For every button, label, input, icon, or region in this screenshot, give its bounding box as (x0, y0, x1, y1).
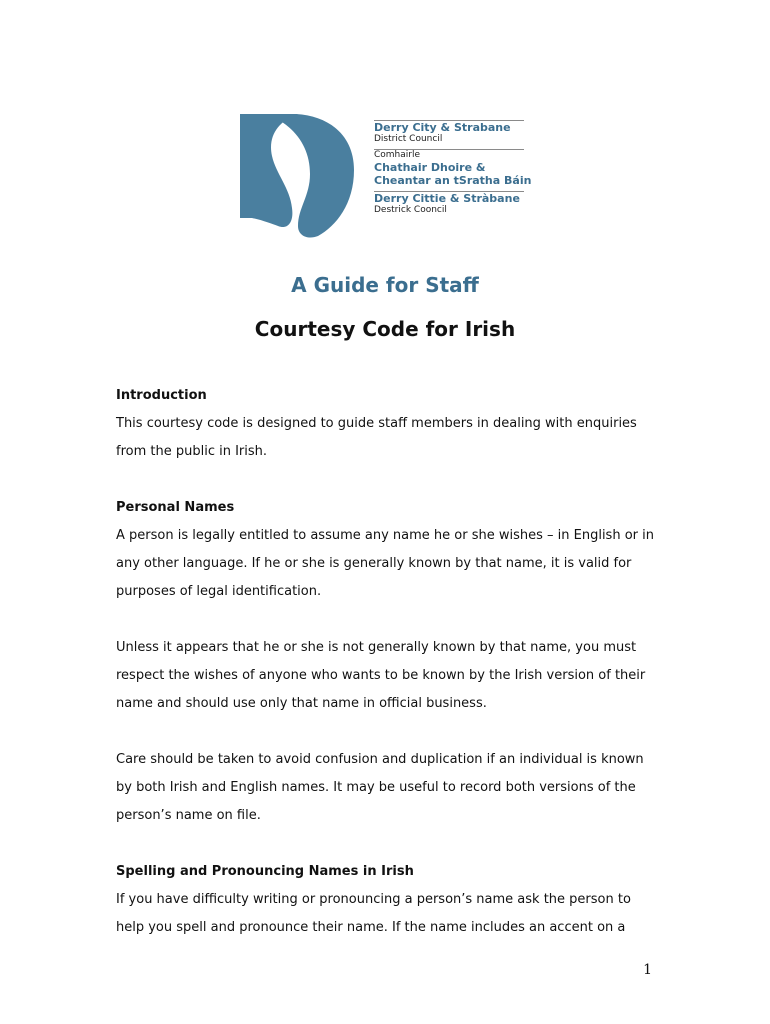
page-number: 1 (643, 962, 652, 978)
text-line: help you spell and pronounce their name. If the name includes an accent on a (116, 920, 626, 935)
text-line: name and should use only that name in official business. (116, 696, 487, 711)
text-line: from the public in Irish. (116, 444, 268, 459)
logo-ulster-scots-name: Derry Cittie & Stràbane (374, 192, 520, 205)
logo-irish-name-2: Cheantar an tSratha Báin (374, 174, 532, 187)
text-line: by both Irish and English names. It may be useful to record both versions of the (116, 780, 636, 795)
text-line: respect the wishes of anyone who wants to be known by the Irish version of their (116, 668, 646, 683)
text-line: Care should be taken to avoid confusion and duplication if an individual is known (116, 752, 644, 767)
logo-council-type: District Council (374, 134, 443, 144)
text-line: Unless it appears that he or she is not generally known by that name, you must (116, 640, 637, 655)
section-heading-spelling: Spelling and Pronouncing Names in Irish (116, 864, 414, 879)
text-line: person’s name on file. (116, 808, 261, 823)
logo-ulster-scots-type: Destrick Cooncil (374, 205, 447, 215)
document-body (116, 382, 676, 942)
text-line: If you have difficulty writing or pronouncing a person’s name ask the person to (116, 892, 631, 907)
council-logo (238, 112, 532, 240)
logo-irish-name-1: Chathair Dhoire & (374, 161, 486, 174)
text-line: A person is legally entitled to assume any name he or she wishes – in English or in (116, 528, 654, 543)
document-subtitle: Courtesy Code for Irish (254, 317, 516, 341)
text-line: purposes of legal identification. (116, 584, 322, 599)
logo-council-name: Derry City & Strabane (374, 121, 511, 134)
section-heading-personal-names: Personal Names (116, 500, 235, 515)
logo-irish-prefix: Comhairle (374, 150, 421, 160)
document-title: A Guide for Staff (291, 273, 479, 297)
text-line: This courtesy code is designed to guide staff members in dealing with enquiries (116, 416, 637, 431)
section-heading-introduction: Introduction (116, 388, 207, 403)
council-s-logo-icon (238, 112, 356, 238)
text-line: any other language. If he or she is generally known by that name, it is valid for (116, 556, 632, 571)
